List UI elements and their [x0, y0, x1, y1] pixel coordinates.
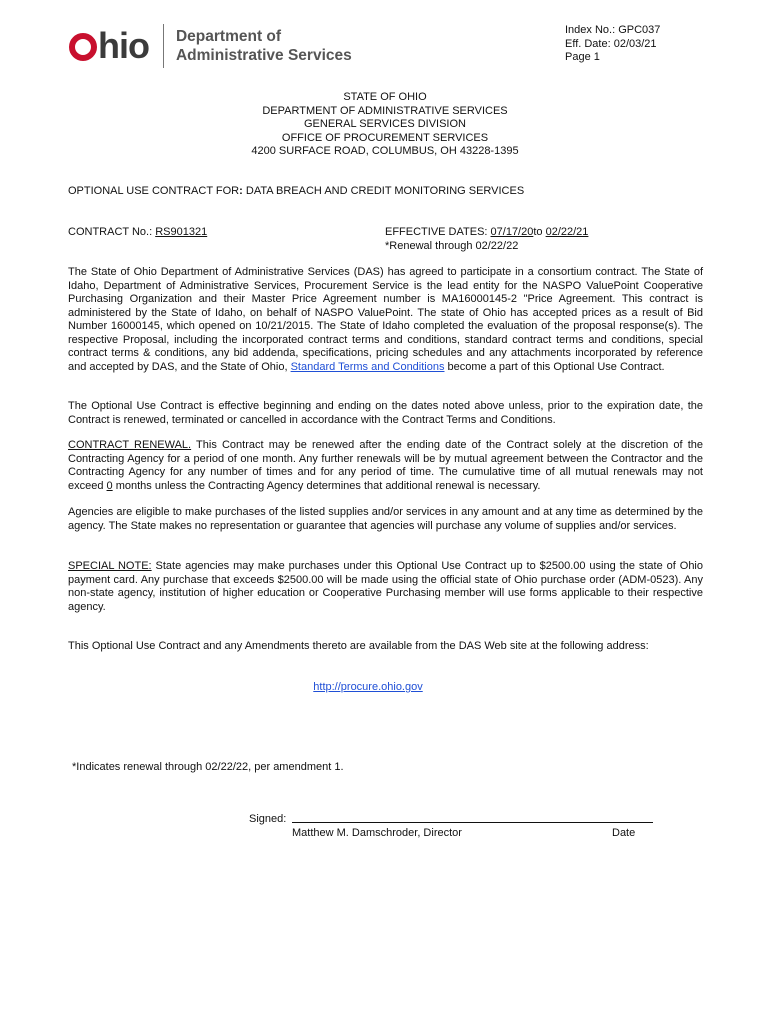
effective-dates [385, 226, 588, 253]
effective-start-date: 07/17/20 [490, 226, 534, 238]
web-link-wrapper [0, 681, 736, 695]
standard-terms-link[interactable]: Standard Terms and Conditions [290, 360, 445, 373]
renewal-text: This Contract may be renewed after the ending date of the Contract solely at the discretion of the Contracting Agency for a period of one month. Any further renewals will be by mutual agreement between the Contractor and the Contracting Agency for any number of times and for any period of time. The cumulative time of all mutual renewals may not exceed [68, 439, 703, 492]
contract-title-colon: : [239, 185, 243, 197]
dept-line-2: Administrative Services [175, 47, 352, 64]
ohio-wordmark-text: hio [98, 25, 149, 66]
effective-paragraph: The Optional Use Contract is effective beginning and ending on the dates noted above unless, prior to the expiration date, the Contract is renewed, terminated or cancelled in accordance with the Contract Terms and Conditions. [68, 400, 703, 426]
signed-label: Signed: [249, 813, 287, 825]
contract-number [68, 226, 207, 240]
header-line-3: GENERAL SERVICES DIVISION [304, 118, 466, 131]
page-number: Page 1 [565, 51, 600, 63]
header-line-5: 4200 SURFACE ROAD, COLUMBUS, OH 43228-1395 [251, 145, 519, 158]
signature-line [292, 822, 653, 823]
signer-name: Matthew M. Damschroder, Director [292, 827, 462, 839]
eligibility-paragraph: Agencies are eligible to make purchases of the listed supplies and/or services in any amount and at any time as determined by the agency. The State makes no representation or guarantee that agencies will purchase any volume of supplies and/or services. [68, 506, 703, 532]
ohio-wordmark [69, 25, 149, 66]
renewal-tail: months unless the Contracting Agency determines that additional renewal is necessary. [112, 479, 541, 492]
header-line-1: STATE OF OHIO [343, 91, 427, 103]
special-note-paragraph [68, 560, 703, 614]
effective-end-date: 02/22/21 [545, 226, 589, 238]
contract-number-label: CONTRACT No.: [68, 226, 156, 238]
effective-to: to [533, 226, 546, 238]
signature-date-label: Date [612, 827, 636, 839]
contract-title [68, 185, 524, 199]
website-paragraph: This Optional Use Contract and any Amendments thereto are available from the DAS Web site at the following address: [68, 640, 649, 652]
contract-title-label: OPTIONAL USE CONTRACT FOR [68, 185, 240, 197]
department-name [176, 27, 352, 65]
intro-tail: become a part of this Optional Use Contract. [444, 360, 665, 373]
contract-number-value: RS901321 [155, 226, 208, 238]
effective-date: Eff. Date: 02/03/21 [565, 37, 657, 50]
index-block [565, 24, 660, 65]
special-note-text: State agencies may make purchases under this Optional Use Contract up to $2500.00 using the state of Ohio payment card. Any purchase that exceeds $2500.00 will be made using the official state of Ohio purchase order (ADM-0523). Any non-state agency, institution of higher education or Cooperative Purchasing member will use forms applicable to their respective agency. [68, 560, 703, 613]
intro-paragraph [68, 266, 703, 374]
renewal-heading: CONTRACT RENEWAL. [68, 439, 192, 451]
logo-divider [163, 24, 164, 68]
renewal-note: *Renewal through 02/22/22 [385, 239, 519, 252]
header-line-4: OFFICE OF PROCUREMENT SERVICES [281, 131, 489, 144]
das-website-link[interactable]: http://procure.ohio.gov [313, 681, 423, 693]
footnote: *Indicates renewal through 02/22/22, per amendment 1. [72, 761, 344, 773]
agency-header [0, 91, 770, 159]
ohio-o-mark [69, 33, 97, 61]
dept-line-1: Department of [175, 28, 282, 45]
ohio-das-logo [69, 22, 352, 70]
special-note-heading: SPECIAL NOTE: [68, 560, 152, 572]
intro-text: The State of Ohio Department of Administrative Services (DAS) has agreed to participate in a consortium contract. The State of Idaho, Department of Administrative Services, Procurement Service is the lead entity for the NASPO ValuePoint Cooperative Purchasing Organization and their Master Price Agreement number is MA16000145-2 "Price Agreement. This contract is administered by the State of Idaho, on behalf of NASPO ValuePoint. The state of Ohio has accepted prices as a result of Bid Number 16000145, which opened on 10/21/2015. The State of Idaho completed the evaluation of the proposal response(s). The respective Proposal, including the incorporated contract terms and conditions, standard contract terms and conditions, special contract terms & conditions, any bid addenda, specifications, pricing schedules and any attachments incorporated by reference and accepted by DAS, and the State of Ohio, [68, 266, 703, 373]
effective-dates-label: EFFECTIVE DATES: [385, 226, 491, 238]
renewal-paragraph [68, 439, 703, 493]
contract-title-value: DATA BREACH AND CREDIT MONITORING SERVICES [242, 185, 525, 197]
index-number: Index No.: GPC037 [565, 24, 661, 36]
renewal-months: 0 [106, 479, 113, 492]
header-line-2: DEPARTMENT OF ADMINISTRATIVE SERVICES [262, 104, 508, 117]
